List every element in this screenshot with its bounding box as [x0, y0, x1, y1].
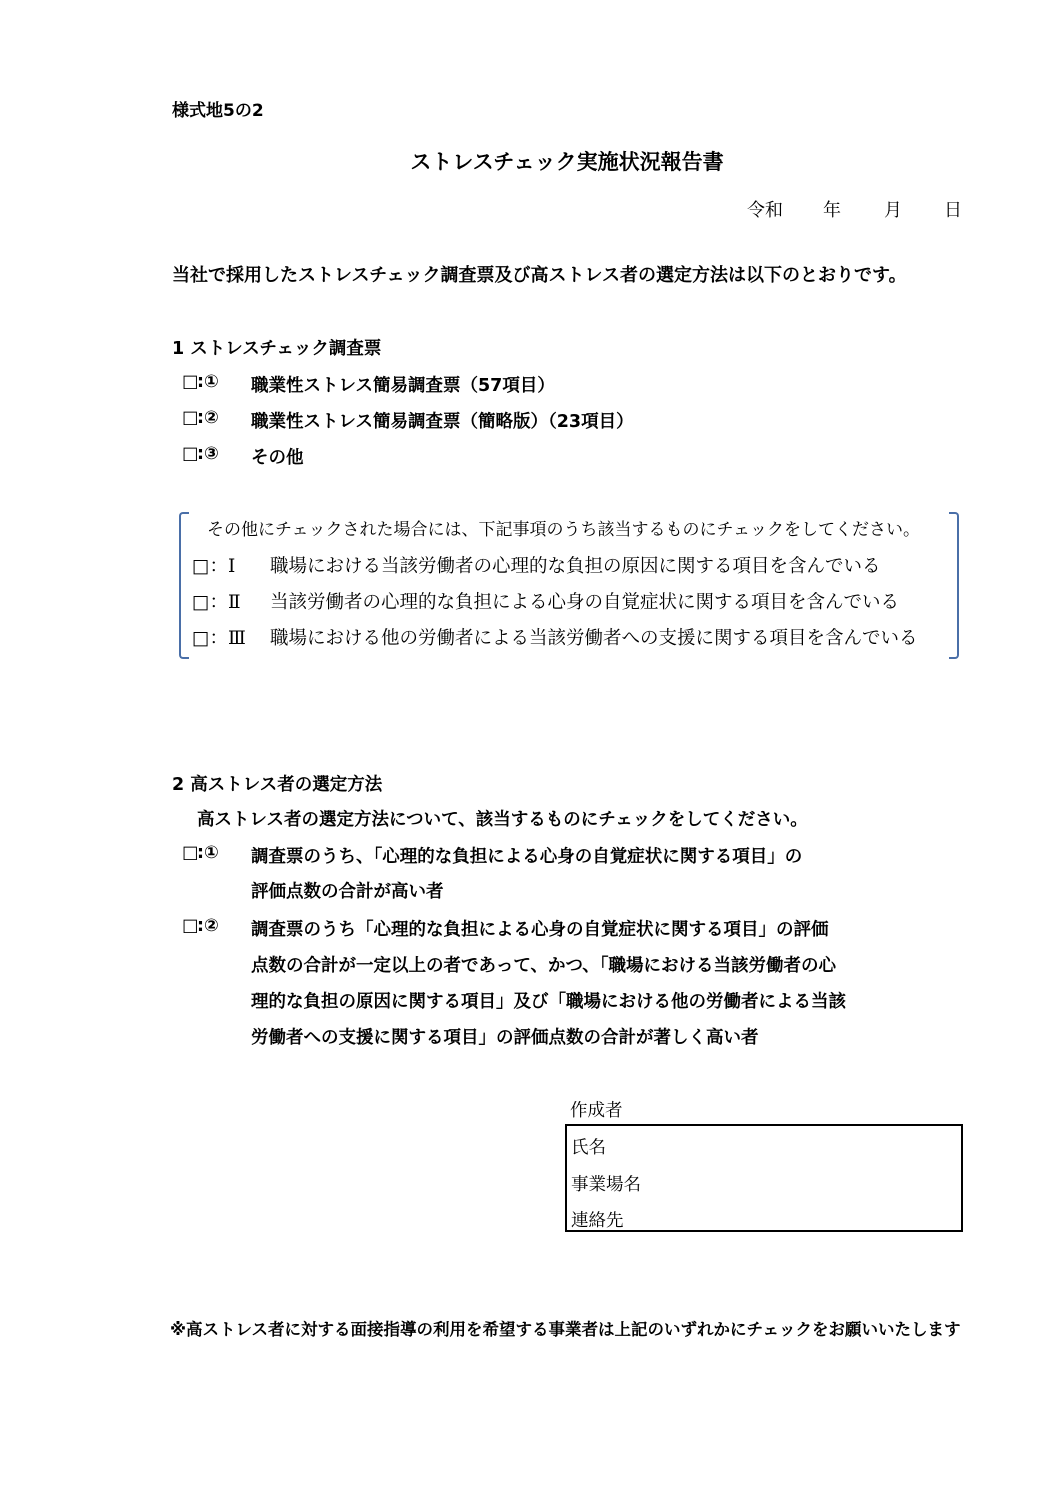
- selection-option-2-line3: 理的な負担の原因に関する項目」及び「職場における他の労働者による当該: [251, 992, 846, 1012]
- date-month: 月: [884, 200, 902, 221]
- intro-text: 当社で採用したストレスチェック調査票及び高ストレス者の選定方法は以下のとおりです。: [172, 265, 907, 286]
- selection-option-2-line1: 調査票のうち「心理的な負担による心身の自覚症状に関する項目」の評価: [251, 920, 829, 940]
- date-day: 日: [944, 200, 962, 221]
- survey-option-57-label: 職業性ストレス簡易調査票（57項目）: [251, 376, 555, 396]
- sub-option-1[interactable]: [192, 552, 235, 578]
- author-site-field[interactable]: 事業場名: [571, 1175, 641, 1195]
- sub-option-3[interactable]: [192, 624, 246, 650]
- checkbox-icon[interactable]: □: [182, 444, 199, 464]
- option-number: :②: [197, 916, 219, 936]
- section1-heading: 1 ストレスチェック調査票: [172, 339, 382, 359]
- checkbox-icon[interactable]: □: [192, 628, 210, 649]
- selection-option-2-line2: 点数の合計が一定以上の者であって、かつ、「職場における当該労働者の心: [251, 956, 837, 976]
- option-number: :①: [197, 372, 219, 392]
- date-year: 年: [823, 200, 841, 221]
- author-name-field[interactable]: 氏名: [571, 1138, 606, 1158]
- sub-option-1-label: 職場における当該労働者の心理的な負担の原因に関する項目を含んでいる: [270, 556, 881, 577]
- sub-option-3-label: 職場における他の労働者による当該労働者への支援に関する項目を含んでいる: [270, 628, 918, 649]
- survey-option-23-label: 職業性ストレス簡易調査票（簡略版）（23項目）: [251, 412, 634, 432]
- other-details-note: その他にチェックされた場合には、下記事項のうち該当するものにチェックをしてください。: [207, 520, 920, 540]
- sub-option-2[interactable]: [192, 588, 241, 614]
- survey-option-57[interactable]: [182, 372, 219, 392]
- survey-option-23[interactable]: [182, 408, 219, 428]
- selection-option-1-line1: 調査票のうち、「心理的な負担による心身の自覚症状に関する項目」の: [251, 847, 803, 867]
- form-number: 様式地5の2: [172, 101, 264, 121]
- selection-option-1-line2: 評価点数の合計が高い者: [251, 882, 444, 902]
- section2-instruction: 高ストレス者の選定方法について、該当するものにチェックをしてください。: [197, 810, 808, 830]
- footnote: ※高ストレス者に対する面接指導の利用を希望する事業者は上記のいずれかにチェックをお願いいたします: [170, 1320, 961, 1339]
- survey-option-other-label: その他: [251, 448, 304, 468]
- bracket-left: [179, 512, 189, 659]
- bracket-right: [949, 512, 959, 659]
- checkbox-icon[interactable]: □: [192, 556, 210, 577]
- option-number: :③: [197, 444, 219, 464]
- checkbox-icon[interactable]: □: [182, 372, 199, 392]
- section2-heading: 2 高ストレス者の選定方法: [172, 775, 383, 795]
- survey-option-other[interactable]: [182, 444, 219, 464]
- author-table: [565, 1124, 963, 1232]
- option-number: :①: [197, 843, 219, 863]
- author-contact-field[interactable]: 連絡先: [571, 1211, 624, 1231]
- option-number: ：Ⅱ: [209, 592, 241, 613]
- author-label: 作成者: [570, 1101, 623, 1121]
- checkbox-icon[interactable]: □: [192, 592, 210, 613]
- page-title: ストレスチェック実施状況報告書: [410, 150, 724, 174]
- date-era: 令和: [747, 200, 783, 221]
- selection-option-2-line4: 労働者への支援に関する項目」の評価点数の合計が著しく高い者: [251, 1028, 759, 1048]
- sub-option-2-label: 当該労働者の心理的な負担による心身の自覚症状に関する項目を含んでいる: [270, 592, 900, 613]
- checkbox-icon[interactable]: □: [182, 916, 199, 936]
- selection-option-1[interactable]: [182, 843, 219, 863]
- checkbox-icon[interactable]: □: [182, 408, 199, 428]
- option-number: ：Ⅲ: [209, 628, 246, 649]
- option-number: ：Ⅰ: [209, 556, 236, 577]
- checkbox-icon[interactable]: □: [182, 843, 199, 863]
- selection-option-2[interactable]: [182, 916, 219, 936]
- option-number: :②: [197, 408, 219, 428]
